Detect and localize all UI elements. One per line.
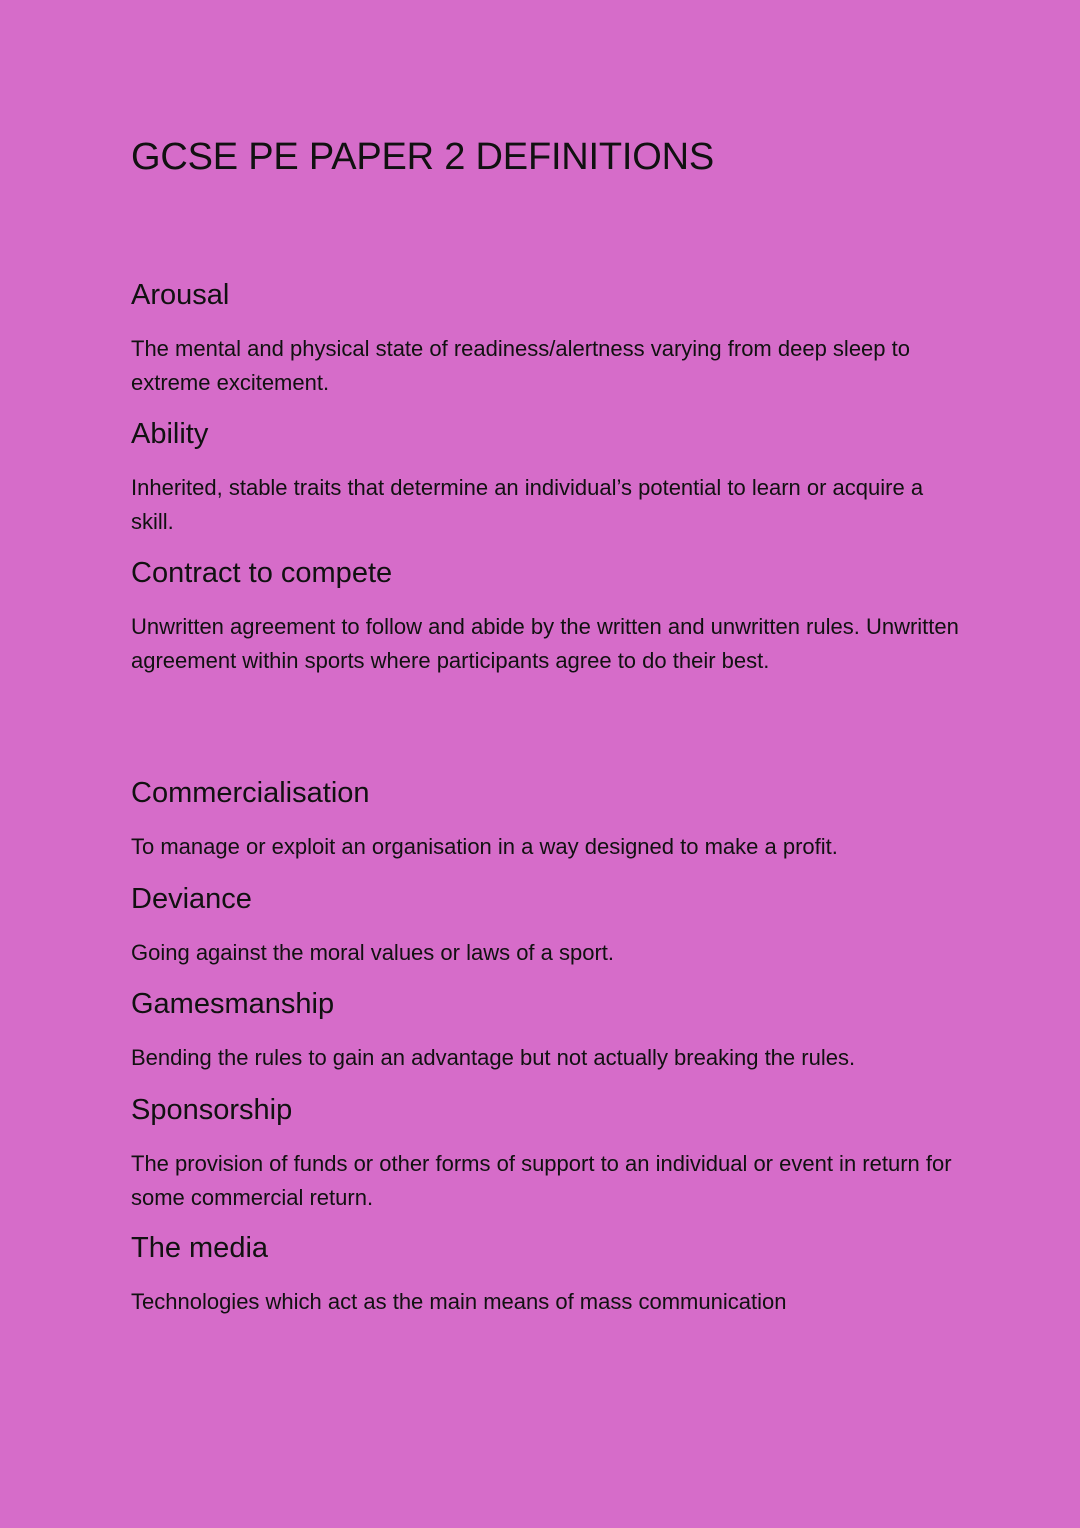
definition-arousal: The mental and physical state of readiness/alertness varying from deep sleep to extreme excitement.	[131, 336, 910, 395]
term-commercialisation: Commercialisation	[131, 777, 370, 809]
term-deviance: Deviance	[131, 883, 252, 915]
definition-the-media: Technologies which act as the main means of mass communication	[131, 1289, 787, 1314]
definition-sponsorship: The provision of funds or other forms of support to an individual or event in return for some commercial return.	[131, 1151, 952, 1210]
definition-gamesmanship: Bending the rules to gain an advantage but not actually breaking the rules.	[131, 1045, 856, 1070]
definition-contract-to-compete: Unwritten agreement to follow and abide by the written and unwritten rules. Unwritten agreement within sports where participants agree to do their best.	[131, 614, 959, 673]
definition-ability: Inherited, stable traits that determine an individual’s potential to learn or acquire a skill.	[131, 475, 924, 534]
definition-deviance: Going against the moral values or laws of a sport.	[131, 940, 615, 965]
term-arousal: Arousal	[131, 279, 230, 311]
term-the-media: The media	[131, 1232, 269, 1264]
term-sponsorship: Sponsorship	[131, 1094, 293, 1126]
term-gamesmanship: Gamesmanship	[131, 988, 335, 1020]
term-ability: Ability	[131, 418, 209, 450]
definition-commercialisation: To manage or exploit an organisation in a way designed to make a profit.	[131, 834, 838, 859]
term-contract-to-compete: Contract to compete	[131, 557, 393, 589]
page-title: GCSE PE PAPER 2 DEFINITIONS	[131, 136, 715, 178]
